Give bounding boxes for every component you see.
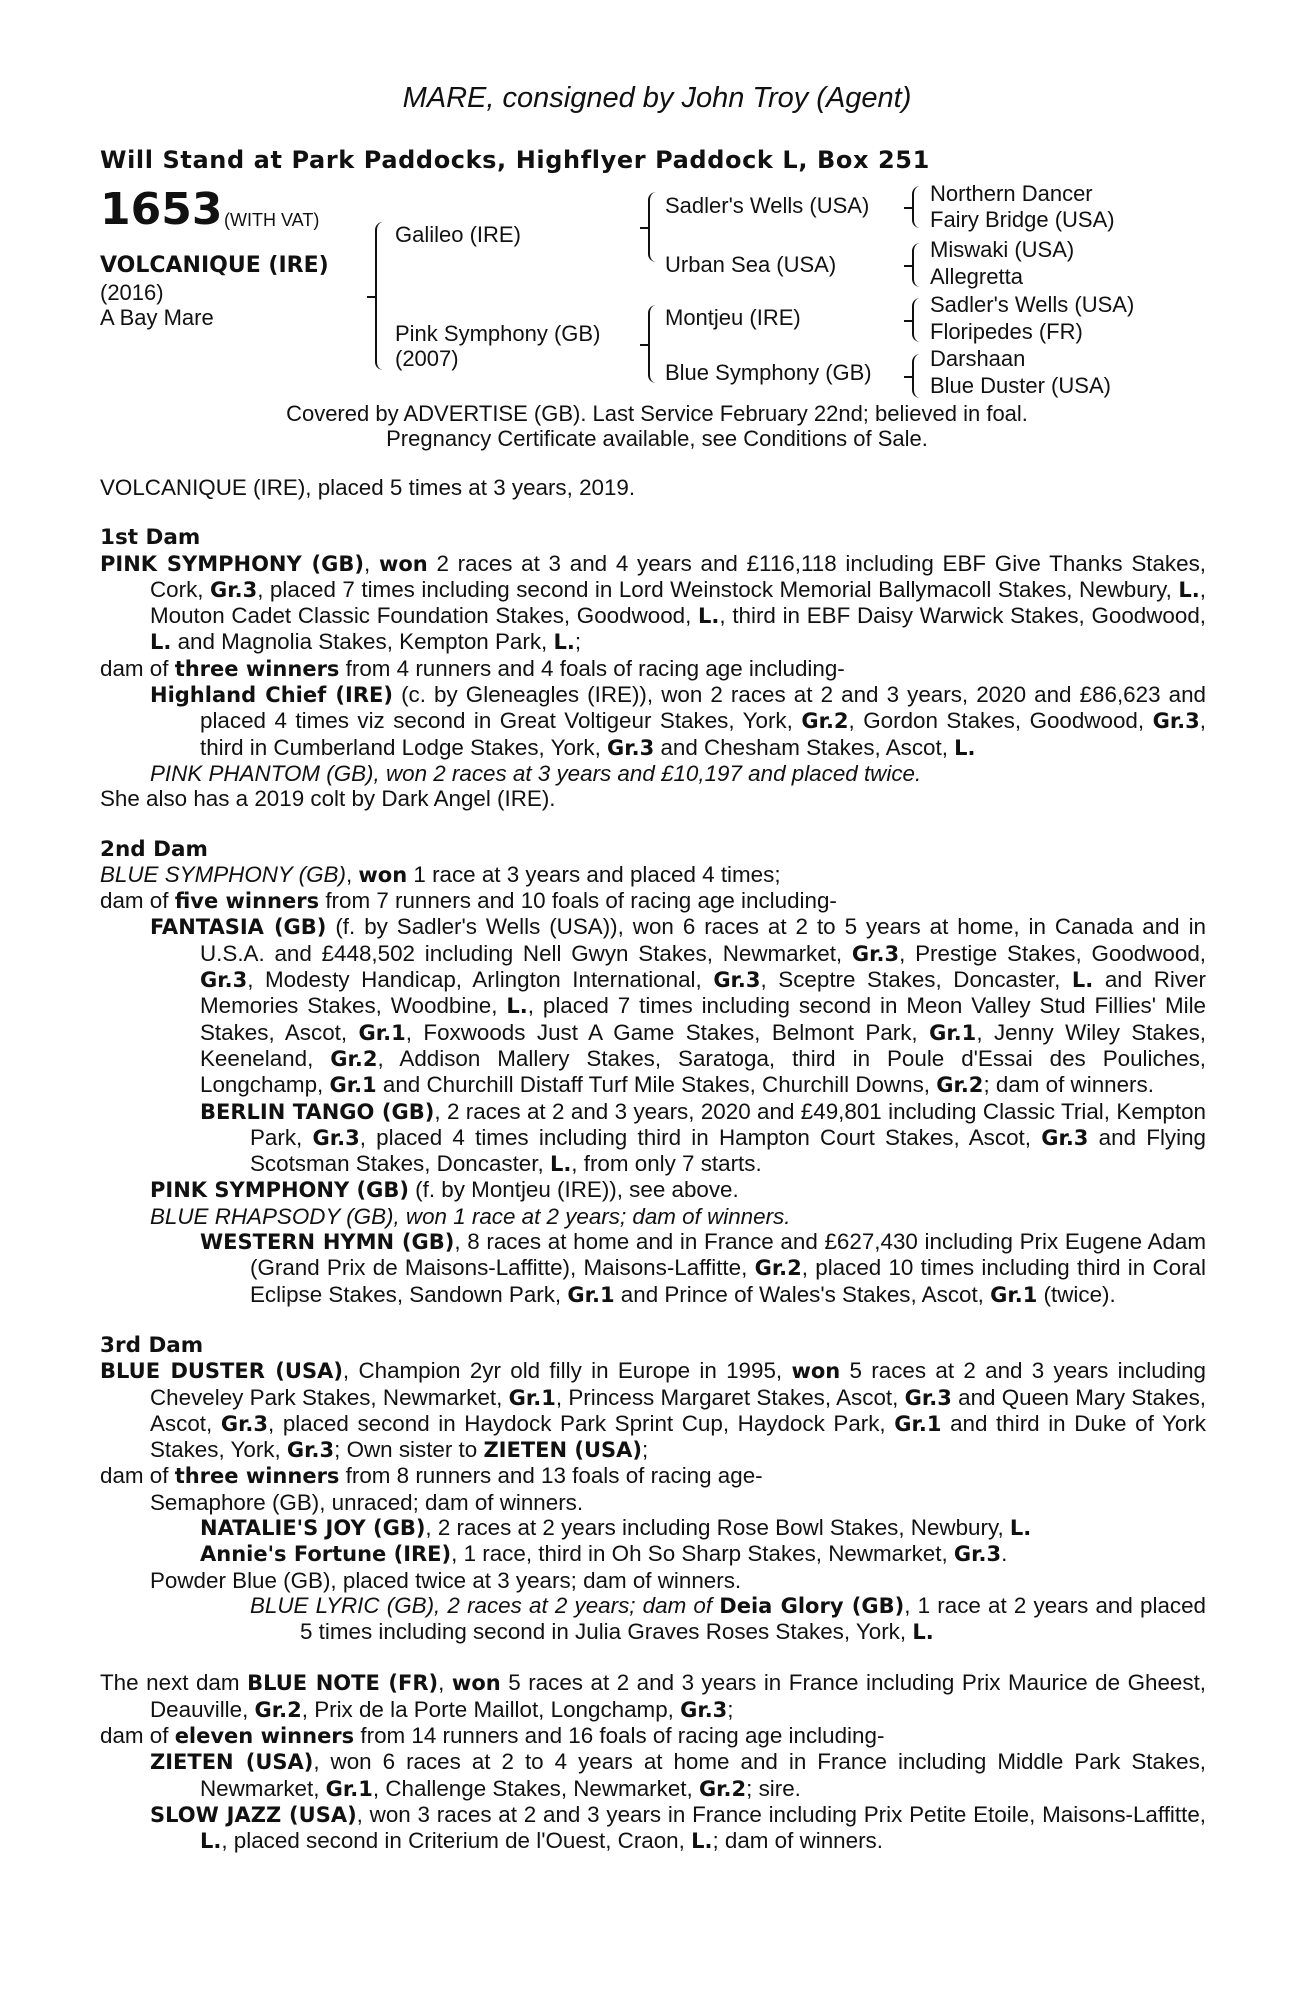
- foaled-year: (2016): [100, 280, 164, 305]
- pedigree-ssd: Fairy Bridge (USA): [930, 207, 1115, 232]
- progeny-powder-blue: Powder Blue (GB), placed twice at 3 years; dam of winners.: [150, 1567, 742, 1593]
- pedigree-brace: [375, 222, 385, 370]
- progeny-fantasia: FANTASIA (GB) (f. by Sadler's Wells (USA)), won 6 races at 2 to 5 years at home, in Canada and in U.S.A. and £448,502 including Nell Gwyn Stakes, Newmarket, Gr.3, Prestige Stakes, Goodwood, Gr.3, Modesty Handicap, Arlington International, Gr.3, Sceptre Stakes, Doncaster, L. and River Memories Stakes, Woodbine, L., placed 7 times including second in Meon Valley Stud Fillies' Mile Stakes, Ascot, Gr.1, Foxwoods Just A Game Stakes, Belmont Park, Gr.1, Jenny Wiley Stakes, Keeneland, Gr.2, Addison Mallery Stakes, Saratoga, third in Poule d'Essai des Pouliches, Longchamp, Gr.1 and Churchill Distaff Turf Mile Stakes, Churchill Downs, Gr.2; dam of winners.: [150, 914, 1206, 1098]
- pedigree-brace: [912, 354, 922, 398]
- pedigree-sire-dam: Urban Sea (USA): [665, 252, 837, 277]
- progeny-natalies-joy: NATALIE'S JOY (GB), 2 races at 2 years including Rose Bowl Stakes, Newbury, L.: [200, 1514, 1032, 1540]
- pedigree-dsd: Floripedes (FR): [930, 319, 1083, 344]
- progeny-slow-jazz: SLOW JAZZ (USA), won 3 races at 2 and 3 years in France including Prix Petite Etoile, Maisons-Laffitte, L., placed second in Criterium de l'Ouest, Craon, L.; dam of winners.: [150, 1801, 1207, 1854]
- progeny-pink-phantom: PINK PHANTOM (GB), won 2 races at 3 years and £10,197 and placed twice.: [150, 760, 922, 786]
- third-dam-record: BLUE DUSTER (USA), Champion 2yr old filly in Europe in 1995, won 5 races at 2 and 3 years including Cheveley Park Stakes, Newmarket, Gr.1, Princess Margaret Stakes, Ascot, Gr.3 and Queen Mary Stakes, Ascot, Gr.3, placed second in Haydock Park Sprint Cup, Haydock Park, Gr.1 and third in Duke of York Stakes, York, Gr.3; Own sister to ZIETEN (USA);: [100, 1358, 1206, 1463]
- second-dam-record: BLUE SYMPHONY (GB), won 1 race at 3 years and placed 4 times;: [100, 861, 781, 887]
- pedigree-dss: Sadler's Wells (USA): [930, 292, 1135, 317]
- progeny-semaphore: Semaphore (GB), unraced; dam of winners.: [150, 1489, 584, 1515]
- first-dam-also: She also has a 2019 colt by Dark Angel (IRE).: [100, 786, 556, 812]
- pedigree-dam-year: (2007): [395, 346, 459, 371]
- page-title: MARE, consigned by John Troy (Agent): [402, 82, 912, 114]
- pedigree-dam: Pink Symphony (GB): [395, 321, 601, 346]
- progeny-pink-symphony: PINK SYMPHONY (GB) (f. by Montjeu (IRE)), see above.: [150, 1177, 739, 1203]
- first-dam-heading: 1st Dam: [100, 525, 201, 551]
- progeny-highland-chief: Highland Chief (IRE) (c. by Gleneagles (IRE)), won 2 races at 2 and 3 years, 2020 and £86,623 and placed 4 times viz second in Great Voltigeur Stakes, York, Gr.2, Gordon Stakes, Goodwood, Gr.3, third in Cumberland Lodge Stakes, York, Gr.3 and Chesham Stakes, Ascot, L.: [150, 682, 1207, 760]
- progeny-annies-fortune: Annie's Fortune (IRE), 1 race, third in Oh So Sharp Stakes, Newmarket, Gr.3.: [200, 1541, 1008, 1567]
- progeny-zieten: ZIETEN (USA), won 6 races at 2 to 4 years at home and in France including Middle Park Stakes, Newmarket, Gr.1, Challenge Stakes, Newmarket, Gr.2; sire.: [150, 1749, 1206, 1801]
- pedigree-sire-sire: Sadler's Wells (USA): [665, 193, 870, 218]
- pedigree-sire: Galileo (IRE): [395, 222, 521, 247]
- second-dam-produce: dam of five winners from 7 runners and 10 foals of racing age including-: [100, 888, 837, 914]
- pedigree-brace: [912, 186, 922, 228]
- pedigree-dds: Darshaan: [930, 346, 1026, 371]
- pedigree-brace: [648, 192, 658, 262]
- horse-description: A Bay Mare: [100, 305, 214, 330]
- progeny-blue-rhapsody: BLUE RHAPSODY (GB), won 1 race at 2 years; dam of winners.: [150, 1203, 791, 1229]
- pedigree-brace: [912, 243, 922, 287]
- third-dam-heading: 3rd Dam: [100, 1332, 204, 1358]
- pedigree-sdd: Allegretta: [930, 264, 1023, 289]
- pedigree-sss: Northern Dancer: [930, 181, 1093, 206]
- progeny-berlin-tango: BERLIN TANGO (GB), 2 races at 2 and 3 years, 2020 and £49,801 including Classic Trial, Kempton Park, Gr.3, placed 4 times including third in Hampton Court Stakes, Ascot, Gr.3 and Flying Scotsman Stakes, Doncaster, L., from only 7 starts.: [200, 1098, 1206, 1177]
- progeny-blue-lyric: BLUE LYRIC (GB), 2 races at 2 years; dam of Deia Glory (GB), 1 race at 2 years and placed 5 times including second in Julia Graves Roses Stakes, York, L.: [250, 1592, 1206, 1645]
- pedigree-ddd: Blue Duster (USA): [930, 373, 1111, 398]
- lot-number: 1653: [100, 184, 223, 235]
- pedigree-dam-dam: Blue Symphony (GB): [665, 360, 872, 385]
- first-dam-record: PINK SYMPHONY (GB), won 2 races at 3 and 4 years and £116,118 including EBF Give Thanks Stakes, Cork, Gr.3, placed 7 times including second in Lord Weinstock Memorial Ballymacoll Stakes, Newbury, L., Mouton Cadet Classic Foundation Stakes, Goodwood, L., third in EBF Daisy Warwick Stakes, Goodwood, L. and Magnolia Stakes, Kempton Park, L.;: [100, 550, 1206, 655]
- covered-line: Covered by ADVERTISE (GB). Last Service February 22nd; believed in foal.: [286, 401, 1028, 426]
- pedigree-brace: [648, 305, 658, 383]
- next-dam-record: The next dam BLUE NOTE (FR), won 5 races at 2 and 3 years in France including Prix Maurice de Gheest, Deauville, Gr.2, Prix de la Porte Maillot, Longchamp, Gr.3;: [100, 1670, 1207, 1722]
- horse-name: VOLCANIQUE (IRE): [100, 253, 329, 278]
- intro-line: VOLCANIQUE (IRE), placed 5 times at 3 years, 2019.: [100, 475, 636, 500]
- progeny-western-hymn: WESTERN HYMN (GB), 8 races at home and in France and £627,430 including Prix Eugene Adam (Grand Prix de Maisons-Laffitte), Maisons-Laffitte, Gr.2, placed 10 times including third in Coral Eclipse Stakes, Sandown Park, Gr.1 and Prince of Wales's Stakes, Ascot, Gr.1 (twice).: [200, 1229, 1206, 1307]
- catalogue-body: [100, 475, 1206, 1855]
- vat-note: (WITH VAT): [224, 210, 320, 230]
- pedigree-dam-sire: Montjeu (IRE): [665, 305, 801, 330]
- second-dam-heading: 2nd Dam: [100, 836, 208, 862]
- pedigree-sds: Miswaki (USA): [930, 237, 1075, 262]
- pregnancy-line: Pregnancy Certificate available, see Conditions of Sale.: [386, 426, 928, 451]
- next-dam-produce: dam of eleven winners from 14 runners and 16 foals of racing age including-: [100, 1723, 885, 1749]
- pedigree-brace: [912, 298, 922, 342]
- third-dam-produce: dam of three winners from 8 runners and 13 foals of racing age-: [100, 1463, 763, 1489]
- stand-location: Will Stand at Park Paddocks, Highflyer Paddock L, Box 251: [100, 146, 930, 174]
- first-dam-produce: dam of three winners from 4 runners and 4 foals of racing age including-: [100, 655, 845, 681]
